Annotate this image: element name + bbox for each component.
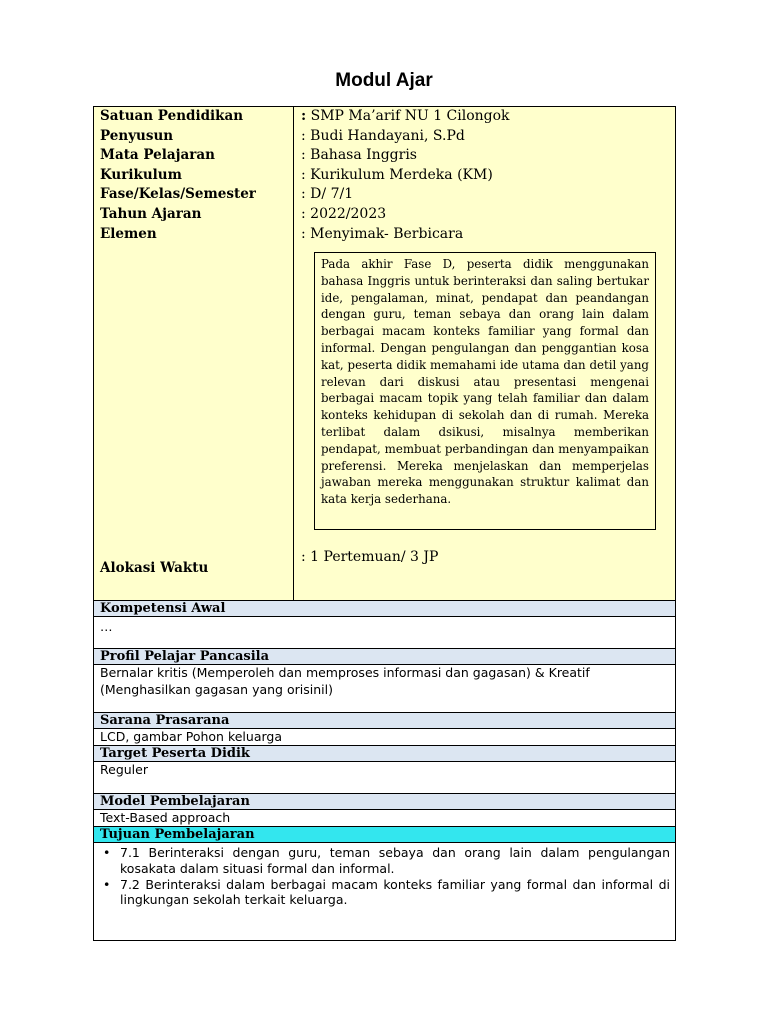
- label-mata-pelajaran: Mata Pelajaran: [100, 147, 215, 164]
- value-text: Menyimak- Berbicara: [310, 225, 464, 242]
- list-item-text: 7.1 Berinteraksi dengan guru, teman sebaya dan orang lain dalam pengulangan kosakata dalam situasi formal dan informal.: [120, 845, 670, 876]
- value-satuan-pendidikan: [301, 107, 510, 127]
- value-text: Kurikulum Merdeka (KM): [310, 166, 493, 183]
- model-pembelajaran-body: Text-Based approach: [100, 810, 231, 825]
- colon: :: [301, 225, 306, 242]
- profil-pelajar-heading: Profil Pelajar Pancasila: [94, 648, 675, 665]
- document-title: Modul Ajar: [335, 70, 433, 91]
- profil-pelajar-body: Bernalar kritis (Memperoleh dan memproses informasi dan gagasan) & Kreatif (Menghasilkan gagasan yang orisinil): [100, 665, 590, 697]
- colon: :: [301, 108, 307, 124]
- colon: :: [301, 127, 306, 144]
- value-fase-kelas-semester: [301, 185, 353, 205]
- module-table: [93, 106, 676, 941]
- kompetensi-awal-body: …: [100, 619, 113, 634]
- label-tahun-ajaran: Tahun Ajaran: [100, 206, 202, 222]
- label-alokasi-waktu: Alokasi Waktu: [100, 560, 209, 576]
- list-item-text: 7.2 Berinteraksi dalam berbagai macam konteks familiar yang formal dan informal di lingkungan sekolah terkait keluarga.: [120, 876, 670, 908]
- sarana-prasarana-heading: Sarana Prasarana: [94, 712, 675, 729]
- colon: :: [301, 186, 306, 203]
- value-kurikulum: [301, 166, 493, 186]
- value-text: Budi Handayani, S.Pd: [310, 127, 465, 144]
- label-satuan-pendidikan: Satuan Pendidikan: [100, 108, 244, 124]
- sarana-prasarana-body: LCD, gambar Pohon keluarga: [100, 729, 283, 744]
- value-tahun-ajaran: [301, 205, 386, 225]
- list-item: [100, 877, 670, 909]
- bullet: •: [103, 845, 111, 860]
- value-text: SMP Ma’arif NU 1 Cilongok: [310, 108, 510, 124]
- label-kurikulum: Kurikulum: [100, 166, 182, 183]
- target-peserta-body: Reguler: [100, 762, 148, 777]
- tujuan-pembelajaran-heading: Tujuan Pembelajaran: [94, 826, 675, 843]
- value-elemen: [301, 225, 463, 245]
- list-item: [100, 845, 670, 877]
- label-fase-kelas-semester: Fase/Kelas/Semester: [100, 186, 256, 203]
- value-text: D/ 7/1: [310, 186, 354, 203]
- colon: :: [301, 549, 306, 565]
- tujuan-list: [100, 845, 670, 908]
- value-mata-pelajaran: [301, 146, 417, 166]
- colon: :: [301, 206, 306, 222]
- capaian-pembelajaran-box: Pada akhir Fase D, peserta didik menggunakan bahasa Inggris untuk berinteraksi dan saling bertukar ide, pengalaman, minat, pendapat dan peandangan dengan guru, teman sebaya dan orang lain dalam berbagai macam konteks familiar yang formal dan informal. Dengan pengulangan dan penggantian kosa kat, peserta didik memahami ide utama dan detil yang relevan dari diskusi atau presentasi mengenai berbagai macam topik yang telah familiar dan dalam konteks kehidupan di sekolah dan di rumah. Mereka terlibat dalam dsikusi, misalnya memberikan pendapat, membuat perbandingan dan menyampaikan preferensi. Mereka menjelaskan dan memperjelas jawaban mereka menggunakan struktur kalimat dan kata kerja sederhana.: [314, 252, 656, 530]
- value-text: Bahasa Inggris: [310, 147, 417, 164]
- colon: :: [301, 166, 306, 183]
- bullet: •: [103, 876, 111, 892]
- value-text: 2022/2023: [310, 206, 387, 222]
- column-divider: [293, 107, 294, 601]
- value-text: 1 Pertemuan/ 3 JP: [310, 549, 439, 565]
- kompetensi-awal-heading: Kompetensi Awal: [94, 600, 675, 617]
- label-elemen: Elemen: [100, 225, 157, 242]
- model-pembelajaran-heading: Model Pembelajaran: [94, 793, 675, 810]
- identity-block: [94, 107, 675, 601]
- label-penyusun: Penyusun: [100, 127, 174, 144]
- target-peserta-heading: Target Peserta Didik: [94, 745, 675, 762]
- colon: :: [301, 147, 306, 164]
- value-alokasi-waktu: [301, 548, 438, 568]
- value-penyusun: [301, 127, 465, 147]
